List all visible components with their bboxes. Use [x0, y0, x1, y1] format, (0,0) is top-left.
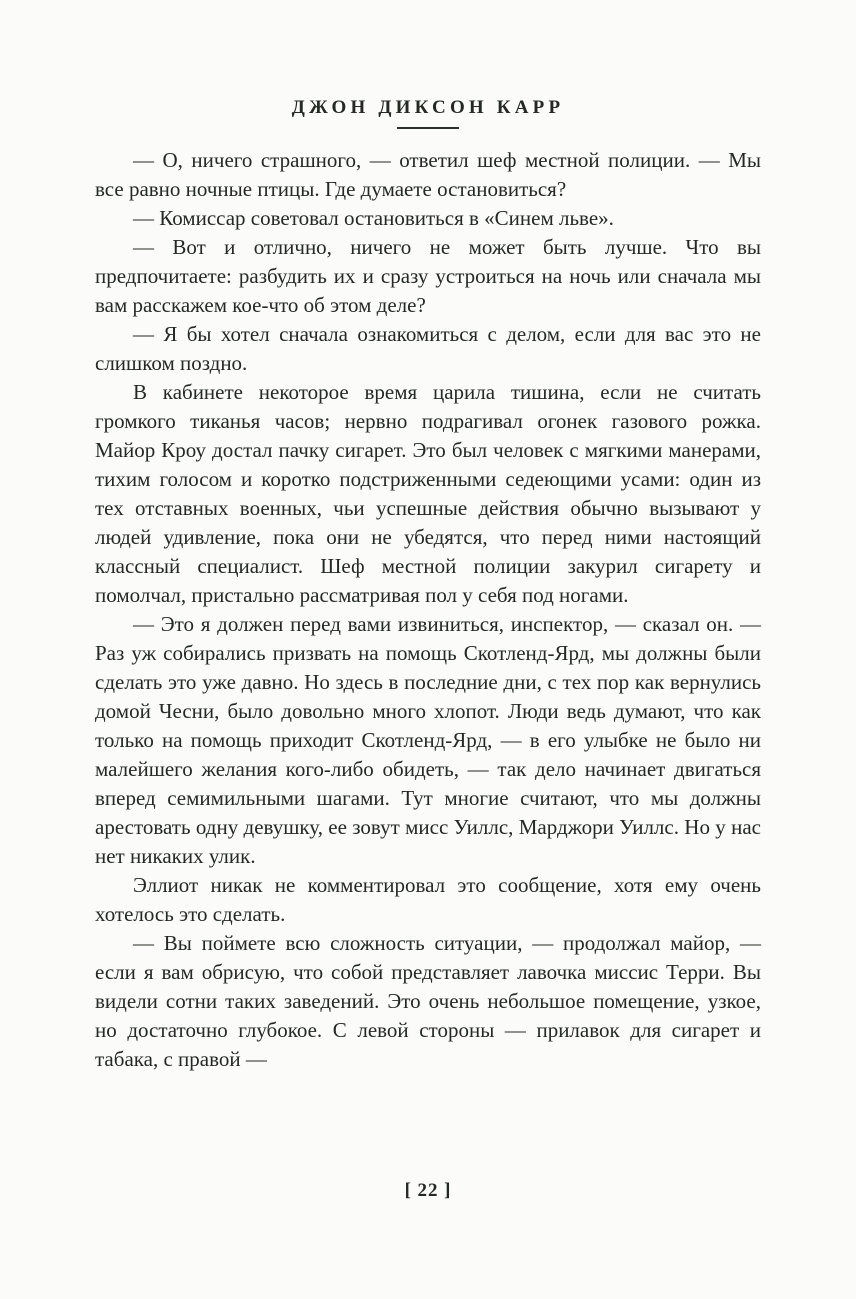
paragraph: — Я бы хотел сначала ознакомиться с делом, если для вас это не слишком поздно. [95, 322, 761, 375]
header-divider [397, 127, 459, 129]
paragraph: В кабинете некоторое время царила тишина, если не считать громкого тиканья часов; нервно подрагивал огонек газового рожка. Майор Кроу достал пачку сигарет. Это был человек с мягкими манерами, тихим голосом и коротко подстриженными седеющими усами: один из тех отставных военных, чьи успешные действия обычно вызывают у людей удивление, пока они не убедятся, что перед ними настоящий классный специалист. Шеф местной полиции закурил сигарету и помолчал, пристально рассматривая пол у себя под ногами. [95, 380, 761, 607]
paragraph: — Это я должен перед вами извиниться, инспектор, — сказал он. — Раз уж собирались призвать на помощь Скотленд-Ярд, мы должны были сделать это уже давно. Но здесь в последние дни, с тех пор как вернулись домой Чесни, было довольно много хлопот. Люди ведь думают, что как только на помощь приходит Скотленд-Ярд, — в его улыбке не было ни малейшего желания кого-либо обидеть, — так дело начинает двигаться вперед семимильными шагами. Тут многие считают, что мы должны арестовать одну девушку, ее зовут мисс Уиллс, Марджори Уиллс. Но у нас нет никаких улик. [95, 612, 761, 868]
body-text [95, 146, 761, 1074]
paragraph: Эллиот никак не комментировал это сообщение, хотя ему очень хотелось это сделать. [95, 873, 761, 926]
paragraph: — Вот и отлично, ничего не может быть лучше. Что вы предпочитаете: разбудить их и сразу устроиться на ночь или сначала мы вам расскажем кое-что об этом деле? [95, 235, 761, 317]
running-header: ДЖОН ДИКСОН КАРР [291, 97, 565, 118]
paragraph: — Комиссар советовал остановиться в «Синем льве». [133, 206, 614, 230]
paragraph: — О, ничего страшного, — ответил шеф местной полиции. — Мы все равно ночные птицы. Где думаете остановиться? [95, 148, 761, 201]
page-number: [ 22 ] [404, 1180, 452, 1201]
paragraph: — Вы поймете всю сложность ситуации, — продолжал майор, — если я вам обрисую, что собой представляет лавочка миссис Терри. Вы видели сотни таких заведений. Это очень небольшое помещение, узкое, но достаточно глубокое. С левой стороны — прилавок для сигарет и табака, с правой — [95, 931, 761, 1071]
